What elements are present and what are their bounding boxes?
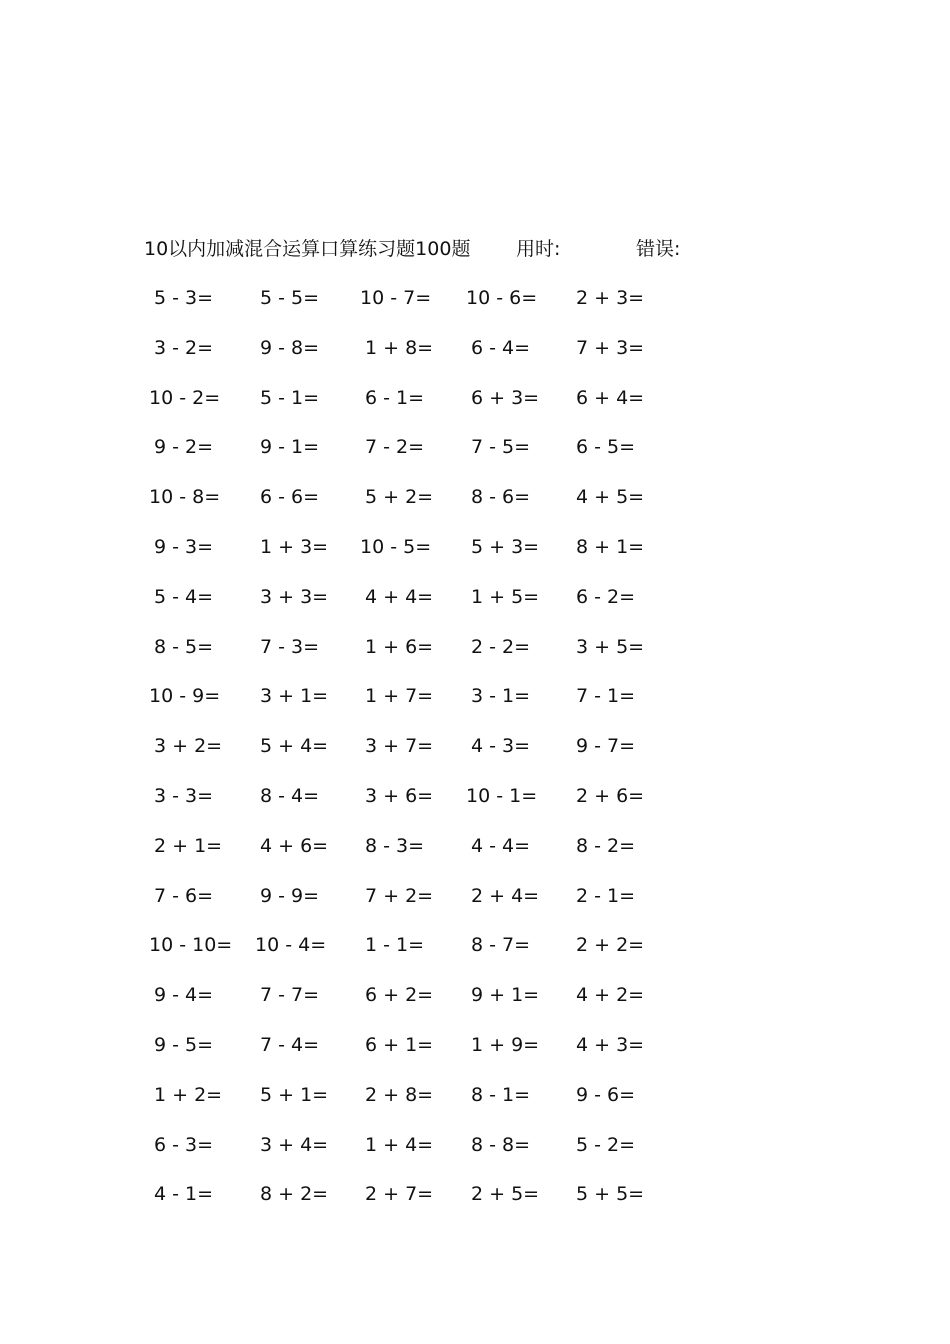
math-problem: 3 - 1= xyxy=(471,685,531,708)
math-problem: 3 + 1= xyxy=(260,685,329,708)
math-problem: 8 + 1= xyxy=(576,535,645,558)
math-problem: 9 - 6= xyxy=(576,1083,636,1106)
math-problem: 9 - 9= xyxy=(260,884,320,907)
math-problem: 9 - 2= xyxy=(154,436,214,459)
math-problem: 10 - 5= xyxy=(360,535,432,558)
math-problem: 5 + 3= xyxy=(471,535,540,558)
math-problem: 5 - 3= xyxy=(154,287,214,309)
math-problem: 1 + 5= xyxy=(471,585,540,608)
problem-row xyxy=(144,1127,684,1177)
math-problem: 7 - 3= xyxy=(260,635,320,658)
worksheet-header xyxy=(144,234,744,264)
math-problem: 10 - 6= xyxy=(466,287,538,309)
math-problem: 9 - 1= xyxy=(260,436,320,459)
problem-row xyxy=(144,977,684,1027)
math-problem: 8 - 3= xyxy=(365,834,425,857)
math-problem: 8 + 2= xyxy=(260,1183,329,1206)
math-problem: 9 - 5= xyxy=(154,1033,214,1056)
math-problem: 1 + 6= xyxy=(365,635,434,658)
math-problem: 6 - 5= xyxy=(576,436,636,459)
math-problem: 9 - 7= xyxy=(576,735,636,758)
math-problem: 5 + 5= xyxy=(576,1183,645,1206)
math-problem: 8 - 2= xyxy=(576,834,636,857)
math-problem: 2 + 1= xyxy=(154,834,223,857)
math-problem: 10 - 9= xyxy=(149,685,221,708)
problem-row xyxy=(144,778,684,828)
math-problem: 2 + 4= xyxy=(471,884,540,907)
math-problem: 6 + 3= xyxy=(471,386,540,409)
math-problem: 3 + 4= xyxy=(260,1133,329,1156)
math-problem: 7 - 7= xyxy=(260,984,320,1007)
math-problem: 6 + 1= xyxy=(365,1033,434,1056)
problem-row xyxy=(144,927,684,977)
math-problem: 7 - 2= xyxy=(365,436,425,459)
math-problem: 2 - 1= xyxy=(576,884,636,907)
math-problem: 5 - 5= xyxy=(260,287,320,309)
math-problem: 3 + 2= xyxy=(154,735,223,758)
math-problem: 8 - 5= xyxy=(154,635,214,658)
math-problem: 8 - 8= xyxy=(471,1133,531,1156)
math-problem: 1 + 9= xyxy=(471,1033,540,1056)
math-problem: 8 - 4= xyxy=(260,784,320,807)
math-problem: 9 - 4= xyxy=(154,984,214,1007)
math-problem: 6 - 6= xyxy=(260,486,320,509)
math-problem: 8 - 7= xyxy=(471,934,531,957)
math-problem: 5 + 1= xyxy=(260,1083,329,1106)
math-problem: 10 - 1= xyxy=(466,784,538,807)
math-problem: 2 + 3= xyxy=(576,287,645,309)
math-problem: 4 + 2= xyxy=(576,984,645,1007)
math-problem: 1 + 7= xyxy=(365,685,434,708)
math-problem: 7 - 6= xyxy=(154,884,214,907)
math-problem: 2 + 7= xyxy=(365,1183,434,1206)
math-problem: 4 + 5= xyxy=(576,486,645,509)
problem-row xyxy=(144,728,684,778)
problem-row xyxy=(144,878,684,928)
math-problem: 5 + 4= xyxy=(260,735,329,758)
math-problem: 3 + 6= xyxy=(365,784,434,807)
math-problem: 4 + 3= xyxy=(576,1033,645,1056)
math-problem: 1 - 1= xyxy=(365,934,425,957)
math-problem: 1 + 8= xyxy=(365,336,434,359)
math-problem: 4 - 3= xyxy=(471,735,531,758)
math-problem: 6 - 4= xyxy=(471,336,531,359)
math-problem: 3 - 3= xyxy=(154,784,214,807)
math-problem: 10 - 8= xyxy=(149,486,221,509)
math-problem: 10 - 4= xyxy=(255,934,327,957)
math-problem: 1 + 2= xyxy=(154,1083,223,1106)
math-problem: 2 - 2= xyxy=(471,635,531,658)
problem-row xyxy=(144,529,684,579)
math-problem: 2 + 2= xyxy=(576,934,645,957)
problem-grid xyxy=(144,280,684,1226)
worksheet-title: 10以内加减混合运算口算练习题100题 xyxy=(144,238,471,260)
math-problem: 5 + 2= xyxy=(365,486,434,509)
math-problem: 6 + 2= xyxy=(365,984,434,1007)
math-problem: 3 + 3= xyxy=(260,585,329,608)
math-problem: 8 - 1= xyxy=(471,1083,531,1106)
math-problem: 1 + 3= xyxy=(260,535,329,558)
math-problem: 4 - 4= xyxy=(471,834,531,857)
math-problem: 5 - 1= xyxy=(260,386,320,409)
problem-row xyxy=(144,429,684,479)
time-used-label: 用时: xyxy=(516,238,561,260)
problem-row xyxy=(144,479,684,529)
problem-row xyxy=(144,1176,684,1226)
math-problem: 2 + 8= xyxy=(365,1083,434,1106)
math-problem: 2 + 6= xyxy=(576,784,645,807)
problem-row xyxy=(144,579,684,629)
math-problem: 3 + 7= xyxy=(365,735,434,758)
math-problem: 9 - 8= xyxy=(260,336,320,359)
math-problem: 10 - 10= xyxy=(149,934,233,957)
math-problem: 2 + 5= xyxy=(471,1183,540,1206)
math-problem: 4 + 4= xyxy=(365,585,434,608)
math-problem: 10 - 7= xyxy=(360,287,432,309)
math-problem: 7 + 2= xyxy=(365,884,434,907)
problem-row xyxy=(144,1027,684,1077)
problem-row xyxy=(144,828,684,878)
math-problem: 5 - 4= xyxy=(154,585,214,608)
math-problem: 6 - 3= xyxy=(154,1133,214,1156)
problem-row xyxy=(144,1077,684,1127)
math-problem: 6 + 4= xyxy=(576,386,645,409)
math-problem: 4 - 1= xyxy=(154,1183,214,1206)
math-problem: 9 + 1= xyxy=(471,984,540,1007)
math-problem: 7 + 3= xyxy=(576,336,645,359)
math-problem: 3 - 2= xyxy=(154,336,214,359)
math-problem: 9 - 3= xyxy=(154,535,214,558)
problem-row xyxy=(144,330,684,380)
problem-row xyxy=(144,678,684,728)
math-problem: 8 - 6= xyxy=(471,486,531,509)
math-problem: 7 - 4= xyxy=(260,1033,320,1056)
math-problem: 1 + 4= xyxy=(365,1133,434,1156)
math-problem: 10 - 2= xyxy=(149,386,221,409)
problem-row xyxy=(144,280,684,330)
math-problem: 7 - 1= xyxy=(576,685,636,708)
math-problem: 6 - 2= xyxy=(576,585,636,608)
math-problem: 4 + 6= xyxy=(260,834,329,857)
error-count-label: 错误: xyxy=(636,238,681,260)
math-problem: 5 - 2= xyxy=(576,1133,636,1156)
math-problem: 3 + 5= xyxy=(576,635,645,658)
math-problem: 6 - 1= xyxy=(365,386,425,409)
math-problem: 7 - 5= xyxy=(471,436,531,459)
problem-row xyxy=(144,380,684,430)
problem-row xyxy=(144,629,684,679)
